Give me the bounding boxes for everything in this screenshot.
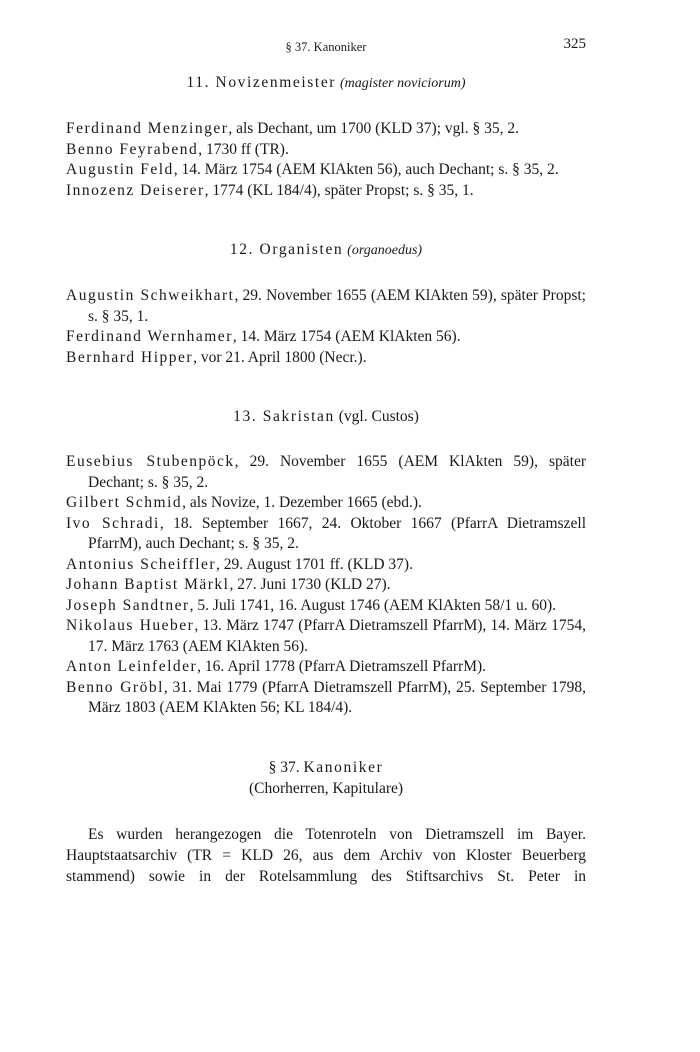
list-item bbox=[66, 493, 586, 514]
person-name: Anton Leinfelder bbox=[66, 658, 198, 675]
person-name: Johann Baptist Märkl bbox=[66, 576, 230, 593]
person-name: Nikolaus Hueber bbox=[66, 617, 195, 634]
person-name: Ferdinand Wernhamer bbox=[66, 328, 233, 345]
list-item bbox=[66, 616, 586, 657]
chapter-number: § 37. bbox=[268, 758, 300, 776]
entry-text: , 29. August 1701 ff. (KLD 37). bbox=[216, 555, 413, 573]
list-item bbox=[66, 119, 586, 140]
entry-text: , 31. Mai 1779 (PfarrA Dietramszell PfarrM), 25. September 1798, März 1803 (AEM KlAkten 56; KL 184/4). bbox=[88, 678, 586, 716]
section-title: 13. Sakristan bbox=[233, 408, 335, 425]
person-name: Joseph Sandtner bbox=[66, 596, 190, 614]
person-name: Ferdinand Menzinger bbox=[66, 120, 229, 137]
entry-text: , 13. März 1747 (PfarrA Dietramszell PfarrM), 14. März 1754, 17. März 1763 (AEM KlAkten 56). bbox=[88, 617, 586, 655]
running-head bbox=[66, 36, 586, 60]
list-item bbox=[66, 452, 586, 493]
list-item bbox=[66, 555, 586, 576]
list-item bbox=[66, 327, 586, 348]
list-item bbox=[66, 514, 586, 555]
page-number: 325 bbox=[563, 36, 586, 52]
body-paragraph: Es wurden herangezogen die Totenroteln von Dietramszell im Bayer. Hauptstaatsarchiv (TR = KLD 26, aus dem Archiv von Kloster Beuerberg stammend) sowie in der Rotelsammlung des Stiftsarchivs St. Peter in bbox=[66, 825, 586, 885]
page bbox=[66, 36, 586, 887]
person-name: Benno Gröbl bbox=[66, 678, 164, 696]
person-name: Benno Feyrabend bbox=[66, 140, 199, 158]
entry-text: , 1774 (KL 184/4), später Propst; s. § 35, 1. bbox=[204, 181, 474, 199]
list-item bbox=[66, 596, 586, 617]
list-item bbox=[66, 181, 586, 202]
chapter-heading bbox=[66, 757, 586, 778]
section-heading-novizenmeister bbox=[66, 72, 586, 94]
entry-text: , 5. Juli 1741, 16. August 1746 (AEM KlAkten 58/1 u. 60). bbox=[189, 596, 557, 614]
person-name: Bernhard Hipper bbox=[66, 348, 194, 366]
entry-list-novizenmeister bbox=[66, 119, 586, 201]
entry-text: , 29. November 1655 (AEM KlAkten 59), später Dechant; s. § 35, 2. bbox=[88, 453, 586, 491]
chapter-title: Kanoniker bbox=[303, 758, 384, 776]
running-title: § 37. Kanoniker bbox=[285, 40, 367, 54]
list-item bbox=[66, 575, 586, 596]
person-name: Augustin Feld bbox=[66, 161, 174, 178]
entry-text: , als Dechant, um 1700 (KLD 37); vgl. § 35, 2. bbox=[228, 120, 519, 137]
person-name: Ivo Schradi bbox=[66, 514, 160, 532]
section-subtitle: (vgl. Custos) bbox=[338, 408, 419, 425]
section-heading-sakristan bbox=[66, 406, 586, 427]
entry-text: , 29. November 1655 (AEM KlAkten 59), später Propst; s. § 35, 1. bbox=[88, 287, 586, 325]
section-heading-organisten bbox=[66, 239, 586, 261]
section-title: 12. Organisten bbox=[229, 241, 344, 258]
person-name: Gilbert Schmid bbox=[66, 494, 183, 511]
list-item bbox=[66, 160, 586, 181]
section-latin-title: (magister noviciorum) bbox=[339, 76, 466, 91]
entry-text: , 14. März 1754 (AEM KlAkten 56), auch Dechant; s. § 35, 2. bbox=[173, 161, 559, 178]
section-title: 11. Novizenmeister bbox=[186, 74, 337, 91]
list-item bbox=[66, 286, 586, 327]
list-item bbox=[66, 140, 586, 161]
entry-text: , vor 21. April 1800 (Necr.). bbox=[193, 348, 367, 366]
entry-text: , 18. September 1667, 24. Oktober 1667 (PfarrA Dietramszell PfarrM), auch Dechant; s. § 35, 2. bbox=[88, 514, 586, 552]
list-item bbox=[66, 678, 586, 719]
entry-text: , 27. Juni 1730 (KLD 27). bbox=[229, 576, 391, 593]
list-item bbox=[66, 657, 586, 678]
person-name: Augustin Schweikhart bbox=[66, 287, 235, 304]
entry-list-sakristan bbox=[66, 452, 586, 719]
entry-text: , 16. April 1778 (PfarrA Dietramszell PfarrM). bbox=[197, 658, 487, 675]
list-item bbox=[66, 348, 586, 369]
person-name: Eusebius Stubenpöck bbox=[66, 453, 235, 470]
chapter-subtitle: (Chorherren, Kapitulare) bbox=[248, 779, 404, 797]
entry-text: , 1730 ff (TR). bbox=[198, 140, 289, 158]
entry-list-organisten bbox=[66, 286, 586, 368]
entry-text: , als Novize, 1. Dezember 1665 (ebd.). bbox=[182, 494, 422, 511]
entry-text: , 14. März 1754 (AEM KlAkten 56). bbox=[232, 328, 461, 345]
person-name: Antonius Scheiffler bbox=[66, 555, 217, 573]
section-latin-title: (organoedus) bbox=[347, 243, 423, 258]
person-name: Innozenz Deiserer bbox=[66, 181, 205, 199]
